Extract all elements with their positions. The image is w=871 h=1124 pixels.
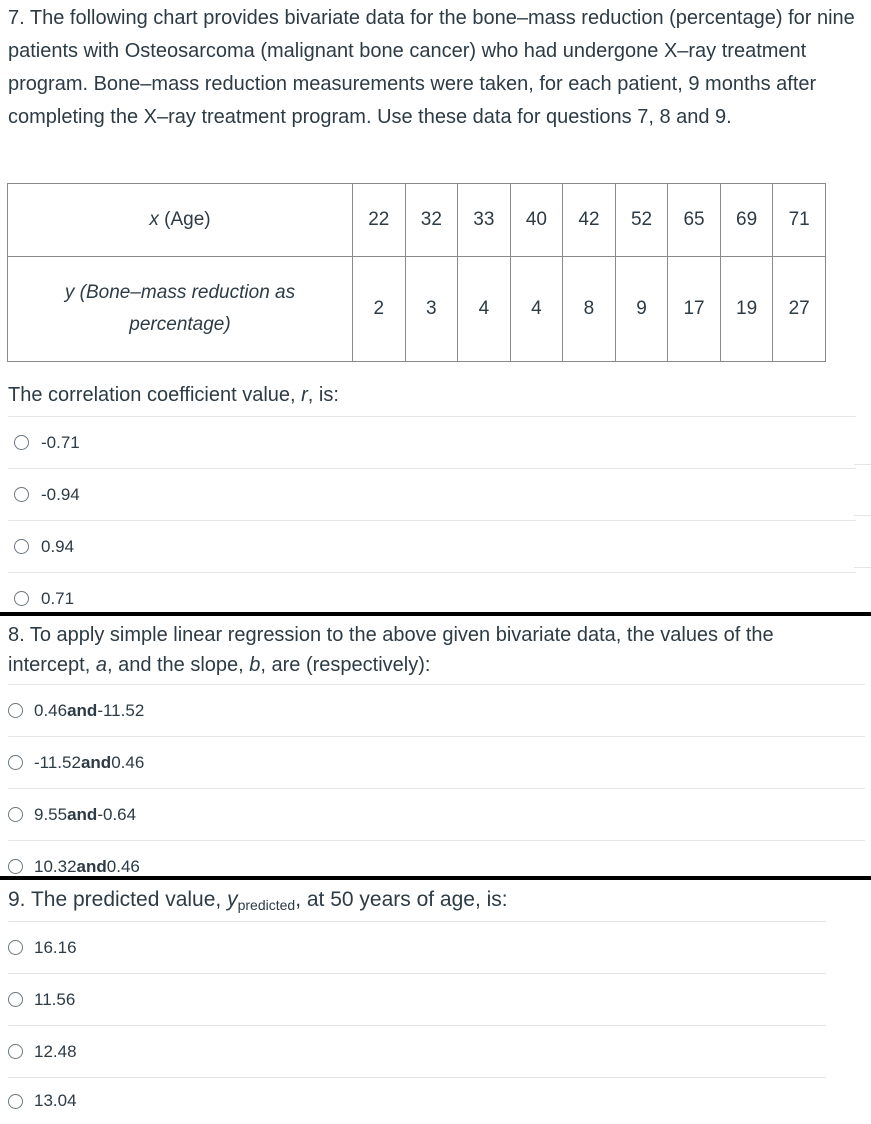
- answer-option[interactable]: -11.52 and 0.46: [8, 737, 865, 789]
- option-label: -0.94: [41, 484, 80, 504]
- option-label: -0.71: [41, 432, 80, 452]
- y-cell: 3: [405, 257, 458, 362]
- radio-button[interactable]: [8, 992, 23, 1007]
- radio-button[interactable]: [8, 755, 23, 770]
- question-8-prompt: 8. To apply simple linear regression to the above given bivariate data, the values of the intercept, a, and the slope, b, are (respectively):: [8, 624, 774, 676]
- question-9-prompt: 9. The predicted value, $y_{predicted}$, at 50 years of age, is:: [8, 888, 508, 913]
- question-separator: [0, 876, 871, 880]
- x-cell: 32: [405, 184, 458, 257]
- x-cell: 69: [720, 184, 773, 257]
- y-cell: 8: [563, 257, 616, 362]
- y-row: [8, 257, 826, 362]
- radio-button[interactable]: [14, 435, 29, 450]
- answer-option[interactable]: [8, 573, 856, 624]
- x-cell: 22: [353, 184, 406, 257]
- option-label: 0.94: [41, 536, 75, 556]
- answer-option[interactable]: [8, 469, 856, 521]
- option-label: 0.71: [41, 588, 75, 608]
- answer-option[interactable]: [8, 974, 826, 1026]
- y-cell: 9: [615, 257, 668, 362]
- x-row: [8, 184, 826, 257]
- y-cell: 17: [668, 257, 721, 362]
- radio-button[interactable]: [8, 859, 23, 874]
- radio-button[interactable]: [8, 940, 23, 955]
- answer-option[interactable]: [8, 1078, 826, 1124]
- x-cell: 52: [615, 184, 668, 257]
- y-cell: 4: [458, 257, 511, 362]
- y-label: y (Bone–mass reduction as percentage): [8, 257, 353, 362]
- option-label: 13.04: [34, 1091, 77, 1110]
- x-cell: 33: [458, 184, 511, 257]
- radio-button[interactable]: [14, 539, 29, 554]
- option-label: 16.16: [34, 937, 77, 957]
- answer-option[interactable]: [8, 521, 856, 573]
- divider: [854, 515, 871, 516]
- answer-option[interactable]: 0.46 and -11.52: [8, 685, 865, 737]
- x-cell: 71: [773, 184, 826, 257]
- x-label: x (Age): [8, 184, 353, 257]
- radio-button[interactable]: [8, 807, 23, 822]
- radio-button[interactable]: [8, 1094, 23, 1109]
- bivariate-data-table: [7, 183, 826, 362]
- divider: [854, 567, 871, 568]
- x-cell: 40: [510, 184, 563, 257]
- divider: [854, 464, 871, 465]
- answer-option[interactable]: 9.55 and -0.64: [8, 789, 865, 841]
- radio-button[interactable]: [14, 487, 29, 502]
- radio-button[interactable]: [8, 1044, 23, 1059]
- answer-option[interactable]: [8, 922, 826, 974]
- y-cell: 4: [510, 257, 563, 362]
- y-cell: 27: [773, 257, 826, 362]
- radio-button[interactable]: [8, 703, 23, 718]
- question-7-prompt: The correlation coefficient value, r, is:: [8, 384, 339, 406]
- question-7-intro: 7. The following chart provides bivariate data for the bone–mass reduction (percentage) for nine patients with Osteosarcoma (malignant bone cancer) who had undergone X–ray treatment program. Bone–mass reduction measurements were taken, for each patient, 9 months after completing the X–ray treatment program. Use these data for questions 7, 8 and 9.: [8, 7, 855, 128]
- y-cell: 19: [720, 257, 773, 362]
- answer-option[interactable]: 10.32 and 0.46: [8, 841, 865, 892]
- option-label: 12.48: [34, 1041, 77, 1061]
- x-cell: 65: [668, 184, 721, 257]
- question-separator: [0, 612, 871, 616]
- x-cell: 42: [563, 184, 616, 257]
- answer-option[interactable]: [8, 417, 856, 469]
- answer-option[interactable]: [8, 1026, 826, 1078]
- y-cell: 2: [353, 257, 406, 362]
- option-label: 11.56: [34, 989, 76, 1009]
- radio-button[interactable]: [14, 591, 29, 606]
